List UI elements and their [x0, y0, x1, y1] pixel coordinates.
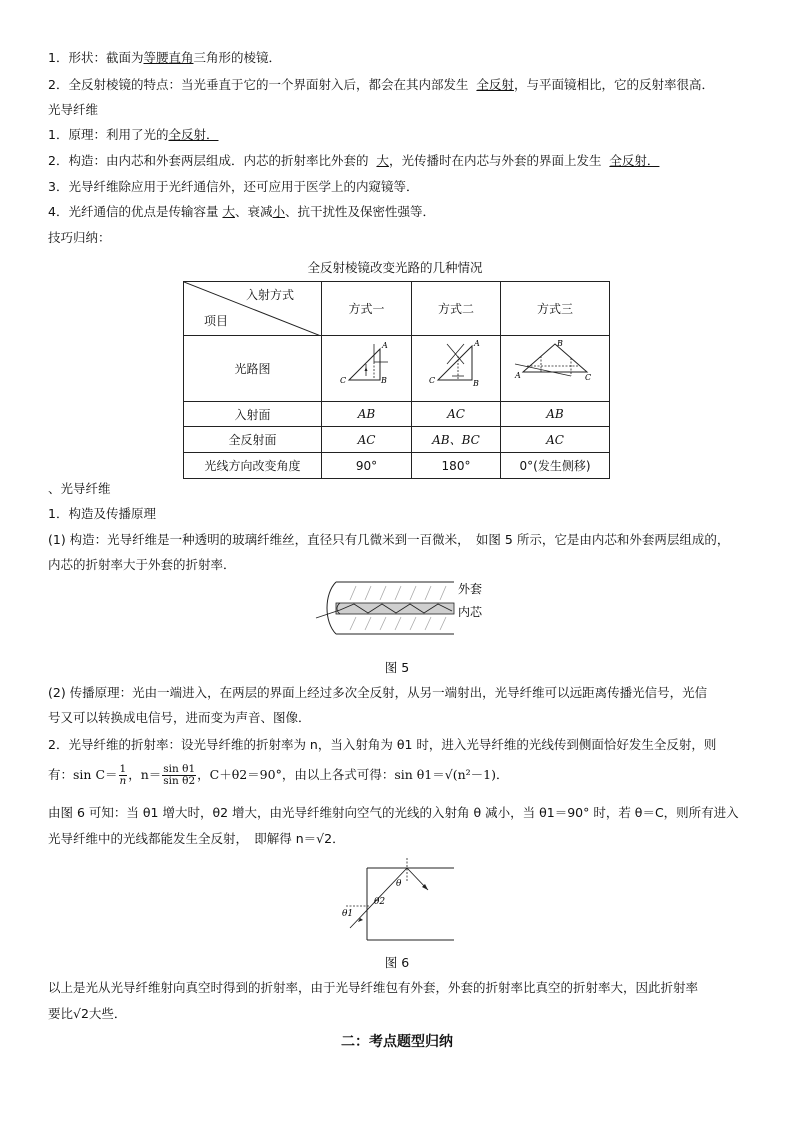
table-title: 全反射棱镜改变光路的几种情况	[307, 260, 483, 275]
fraction-sin-ratio	[162, 764, 196, 787]
table-cell: AC	[322, 427, 412, 453]
paragraph-line: 2．光导纤维的折射率：设光导纤维的折射率为 n，当入射角为 θ1 时，进入光导纤维的光线传到侧面恰好发生全反射，则	[48, 737, 717, 752]
text: 、衰减	[234, 204, 273, 219]
answer-underline: 大	[376, 153, 389, 168]
vertex-label: C	[429, 376, 436, 385]
prism-diagram-2	[412, 336, 501, 402]
application-line: 3．光导纤维除应用于光纤通信外，还可应用于医学上的内窥镜等．	[48, 179, 419, 194]
equation-text: ，n＝	[128, 767, 162, 782]
prism-table	[183, 281, 610, 479]
table-row	[184, 336, 610, 402]
corner-top-label: 入射方式	[246, 288, 295, 302]
table-cell: AC	[501, 427, 610, 453]
inner-core-label: 内芯	[458, 605, 483, 619]
table-header-row	[184, 282, 610, 336]
section-title: 二：考点题型归纳	[341, 1034, 453, 1050]
figure-6-caption: 图 6	[384, 955, 410, 970]
prism-diagram-1	[322, 336, 412, 402]
table-cell: AB	[501, 402, 610, 427]
table-cell: 90°	[322, 453, 412, 479]
table-row	[184, 453, 610, 479]
row-label: 光线方向改变角度	[184, 453, 322, 479]
answer-underline: 全反射．	[168, 127, 219, 142]
vertex-label: B	[557, 339, 563, 348]
answer-underline: 小	[272, 204, 285, 219]
vertex-label: B	[381, 376, 387, 385]
theta1-label: θ1	[342, 909, 354, 919]
prism-diagram-3	[501, 336, 610, 402]
vertex-label: A	[382, 341, 388, 350]
text: 1．原理：利用了光的	[48, 127, 169, 142]
column-header: 方式二	[412, 282, 501, 336]
subsection-heading: 1．构造及传播原理	[48, 506, 156, 521]
text: 有：	[48, 767, 74, 782]
structure-line	[48, 153, 659, 169]
vertex-label: B	[473, 379, 479, 388]
table-cell: AB、BC	[412, 427, 501, 453]
column-header: 方式一	[322, 282, 412, 336]
paragraph-line: 光导纤维中的光线都能发生全反射， 即解得 n＝√2．	[48, 831, 345, 846]
fiber-figure-5	[310, 580, 490, 646]
denominator: sin θ2	[163, 775, 196, 787]
answer-underline: 大	[222, 204, 235, 219]
answer-underline: 等腰直角	[143, 50, 194, 65]
text: 4．光纤通信的优点是传输容量	[48, 204, 219, 219]
paragraph-line: 内芯的折射率大于外套的折射率．	[48, 557, 236, 572]
column-header: 方式三	[501, 282, 610, 336]
vertex-label: A	[515, 371, 521, 380]
equation-text: sin C＝	[73, 767, 118, 782]
row-label: 光路图	[184, 336, 322, 402]
paragraph-line: 由图 6 可知：当 θ1 增大时，θ2 增大，由光导纤维射向空气的光线的入射角 θ 减小，当 θ1＝90° 时，若 θ＝C，则所有进入	[48, 805, 739, 820]
shape-line	[48, 50, 281, 66]
paragraph-line: 要比√2大些．	[48, 1006, 127, 1021]
outer-cladding-label: 外套	[458, 582, 483, 596]
vertex-label: C	[585, 373, 592, 382]
numerator: sin θ1	[163, 763, 196, 775]
corner-cell	[184, 282, 322, 336]
equation-line	[48, 764, 509, 787]
numerator: 1	[119, 763, 127, 775]
section-heading: 、光导纤维	[48, 481, 111, 496]
table-cell: 0°(发生侧移)	[501, 453, 610, 479]
paragraph-line: 号又可以转换成电信号，进而变为声音、图像．	[48, 710, 311, 725]
table-cell: AC	[412, 402, 501, 427]
figure-5-caption: 图 5	[384, 660, 410, 675]
table-cell: 180°	[412, 453, 501, 479]
prism-3-figure	[501, 336, 609, 398]
vertex-label: A	[474, 339, 480, 348]
table-cell: AB	[322, 402, 412, 427]
paragraph-line: (2) 传播原理：光由一端进入，在两层的界面上经过多次全反射，从另一端射出，光导纤维可以远距离传播光信号，光信	[48, 685, 708, 700]
answer-underline: 全反射．	[609, 153, 660, 168]
prism-1-figure	[322, 336, 411, 398]
advantage-line	[48, 204, 435, 220]
theta2-label: θ2	[374, 897, 386, 907]
answer-underline: 全反射	[476, 77, 514, 92]
theta-label: θ	[396, 879, 402, 889]
text: 2．全反射棱镜的特点：当光垂直于它的一个界面射入后，都会在其内部发生	[48, 77, 469, 92]
prism-feature-line	[48, 77, 714, 93]
text: 三角形的棱镜．	[193, 50, 281, 65]
table-row	[184, 402, 610, 427]
text: 2．构造：由内芯和外套两层组成．内芯的折射率比外套的	[48, 153, 369, 168]
table-row	[184, 427, 610, 453]
text: ，光传播时在内芯与外套的界面上发生	[388, 153, 602, 168]
vertex-label: C	[340, 376, 347, 385]
text: 、抗干扰性及保密性强等．	[285, 204, 436, 219]
corner-bottom-label: 项目	[204, 314, 229, 328]
denominator: n	[119, 775, 127, 787]
row-label: 入射面	[184, 402, 322, 427]
text: ，与平面镜相比，它的反射率很高．	[513, 77, 714, 92]
tips-heading: 技巧归纳：	[48, 230, 111, 245]
fiber-heading: 光导纤维	[48, 102, 99, 117]
text: 1．形状：截面为	[48, 50, 144, 65]
prism-2-figure	[412, 336, 500, 398]
principle-line	[48, 127, 218, 143]
row-label: 全反射面	[184, 427, 322, 453]
paragraph-line: (1) 构造：光导纤维是一种透明的玻璃纤维丝，直径只有几微米到一百微米， 如图 5 所示，它是由内芯和外套两层组成的，	[48, 532, 730, 547]
fiber-figure-6	[336, 856, 458, 944]
paragraph-line: 以上是光从光导纤维射向真空时得到的折射率，由于光导纤维包有外套，外套的折射率比真空的折射率大，因此折射率	[48, 980, 699, 995]
fraction-1-over-n	[119, 764, 128, 787]
equation-text: ，C＋θ2＝90°，由以上各式可得：sin θ1＝√(n²－1)．	[197, 767, 509, 782]
